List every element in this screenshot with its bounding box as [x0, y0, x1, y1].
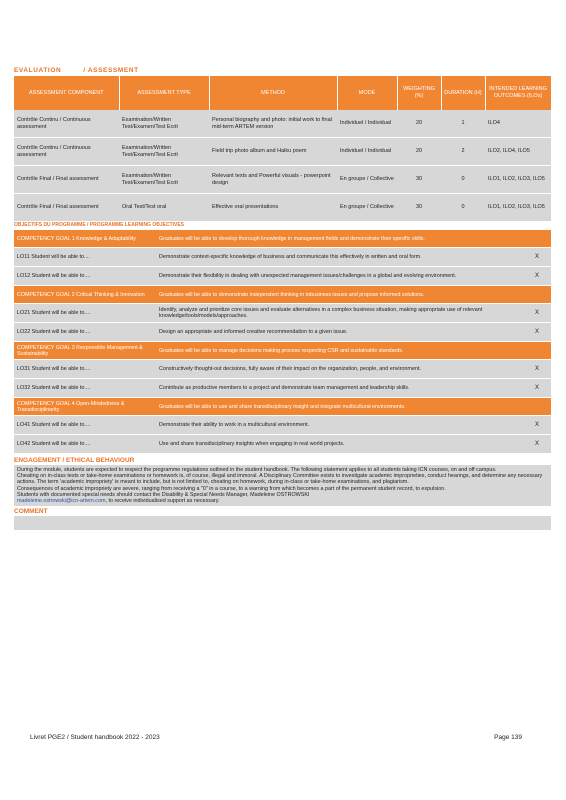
page-footer [30, 734, 522, 741]
competency-goal-3 [14, 342, 551, 397]
engagement-paragraph: Students with documented special needs should contact the Disability & Special Needs Manager, Madeleine OSTROWSKI madeleine.ostrowski@icn-artem.com, to receive individualised support as necessary. [17, 491, 310, 505]
list-item: LO21 Student will be able to.... Identify, analyze and prioritize core issues and evaluate alternatives in a complex business situation, making appropriate use of relevant knowledge/tools/models/approaches. X [14, 304, 551, 322]
assessment-header-row [14, 76, 551, 110]
list-item: LO12 Student will be able to.... Demonstrate their flexibility in dealing with unexpected management issues/challenges in a global and evolving environment. X [14, 267, 551, 285]
lo-mark: X [534, 366, 539, 372]
header-ilo: INTENDED LEARNING OUTCOMES (ILOs) [485, 76, 551, 110]
competency-goal-2 [14, 286, 551, 341]
lo-mark: X [534, 273, 539, 279]
assessment-table [14, 76, 552, 222]
header-weighting: WEIGHTING (%) [397, 76, 441, 110]
engagement-paragraph: Cheating on in-class tests or take-home examinations or homework is, of course, illegal and immoral. A Disciplinary Committee exists to investigate academic improprieties, conduct hearings, and determine any necessary actions. The term 'academic impropriety' is meant to include, but is not limited to, cheating on homework, during in-class or take-home examinations, and plagiarism. [17, 473, 543, 486]
engagement-title: ENGAGEMENT / ETHICAL BEHAVIOUR [14, 457, 135, 464]
competency-header: COMPETENCY GOAL 2 Critical Thinking & Innovation Graduates will be able to demonstrate independent thinking in tobusiness issues and propose informed solutions. [14, 286, 551, 303]
footer-page-number: Page 139 [494, 734, 522, 741]
lo-mark: X [534, 441, 539, 447]
lo-mark: X [534, 310, 539, 316]
header-method: METHOD [209, 76, 337, 110]
table-row: Contrôle Final / Final assessment Oral Test/Test oral Effective oral presentations En groupe / Collective 30 0 ILO1, ILO2, ILO3, ILO5 [14, 194, 551, 222]
page [14, 66, 551, 530]
list-item: LO41 Student will be able to.... Demonstrate their ability to work in a multicultural environment. X [14, 416, 551, 434]
lo-mark: X [534, 254, 539, 260]
engagement-body [14, 465, 551, 506]
competency-header: COMPETENCY GOAL 4 Open-Mindedness & Transdisciplinarity Graduates will be able to use and share transdisciplinary insight and integrate multicultural environments. [14, 398, 551, 415]
list-item: LO11 Student will be able to.... Demonstrate context-specific knowledge of business and communicate this effectively in written and oral form. X [14, 248, 551, 266]
footer-handbook: Livret PGE2 / Student handbook 2022 - 2023 [30, 734, 160, 741]
competency-header: COMPETENCY GOAL 1 Knowledge & Adaptability Graduates will be able to develop thorough knowledge in management fields and demonstrate their specific skills. [14, 230, 551, 247]
table-row: Contrôle Continu / Continuous assessment Examination/Written Test/Examen/Test Ecrit Personal biography and photo: initial work to final mid-term ARTEM version Individuel / Individual 20 1 ILO4 [14, 110, 551, 138]
header-component: ASSESSMENT COMPONENT [14, 76, 119, 110]
competency-header: COMPETENCY GOAL 3 Responsible Management & Sustainability Graduates will be able to manage decisions making process respecting CSR and sustainable standards. [14, 342, 551, 359]
lo-mark: X [534, 329, 539, 335]
email-link[interactable]: madeleine.ostrowski@icn-artem.com [17, 498, 106, 505]
evaluation-title: EVALUATION / ASSESSMENT [14, 67, 139, 74]
comment-box [14, 516, 551, 530]
table-row: Contrôle Final / Final assessment Examination/Written Test/Examen/Test Ecrit Relevant texts and Powerful visuals - powerpoint design En groupe / Collective 30 0 ILO1, ILO2, ILO3, ILO5 [14, 166, 551, 194]
engagement-paragraph: During the module, students are expected to respect the programme regulations outlined in the student handbook. The following statement applies to all students taking ICN courses, on and off campus. [17, 467, 497, 473]
competency-goal-1 [14, 230, 551, 285]
header-duration: DURATION (H) [441, 76, 485, 110]
table-row: Contrôle Continu / Continuous assessment Examination/Written Test/Examen/Test Ecrit Field trip photo album and Haiku poem Individuel / Individual 20 2 ILO2, ILO4, ILO5 [14, 138, 551, 166]
list-item: LO22 Student will be able to.... Design an appropriate and informed creative recommendation to a given issue. X [14, 323, 551, 341]
objectives-title: OBJECTIFS DU PROGRAMME / PROGRAMME LEARNING OBJECTIVES [14, 222, 185, 228]
list-item: LO32 Student will be able to.... Contribute as productive members to a project and demonstrate team management and leadership skills. X [14, 379, 551, 397]
list-item: LO42 Student will be able to.... Use and share transdisciplinary insights when engaging in real world projects. X [14, 435, 551, 453]
competency-goal-4 [14, 398, 551, 453]
comment-title: COMMENT [14, 508, 48, 516]
engagement-paragraph: Consequences of academic impropriety are severe, ranging from receiving a "0" in a course, to a warning from which becomes a part of the permanent student record, to expulsion. [17, 485, 446, 492]
lo-mark: X [534, 385, 539, 391]
list-item: LO31 Student will be able to.... Constructively thought-out decisions, fully aware of their impact on the organization, people, and environment. X [14, 360, 551, 378]
header-mode: MODE [337, 76, 397, 110]
lo-mark: X [534, 422, 539, 428]
header-type: ASSESSMENT TYPE [119, 76, 209, 110]
